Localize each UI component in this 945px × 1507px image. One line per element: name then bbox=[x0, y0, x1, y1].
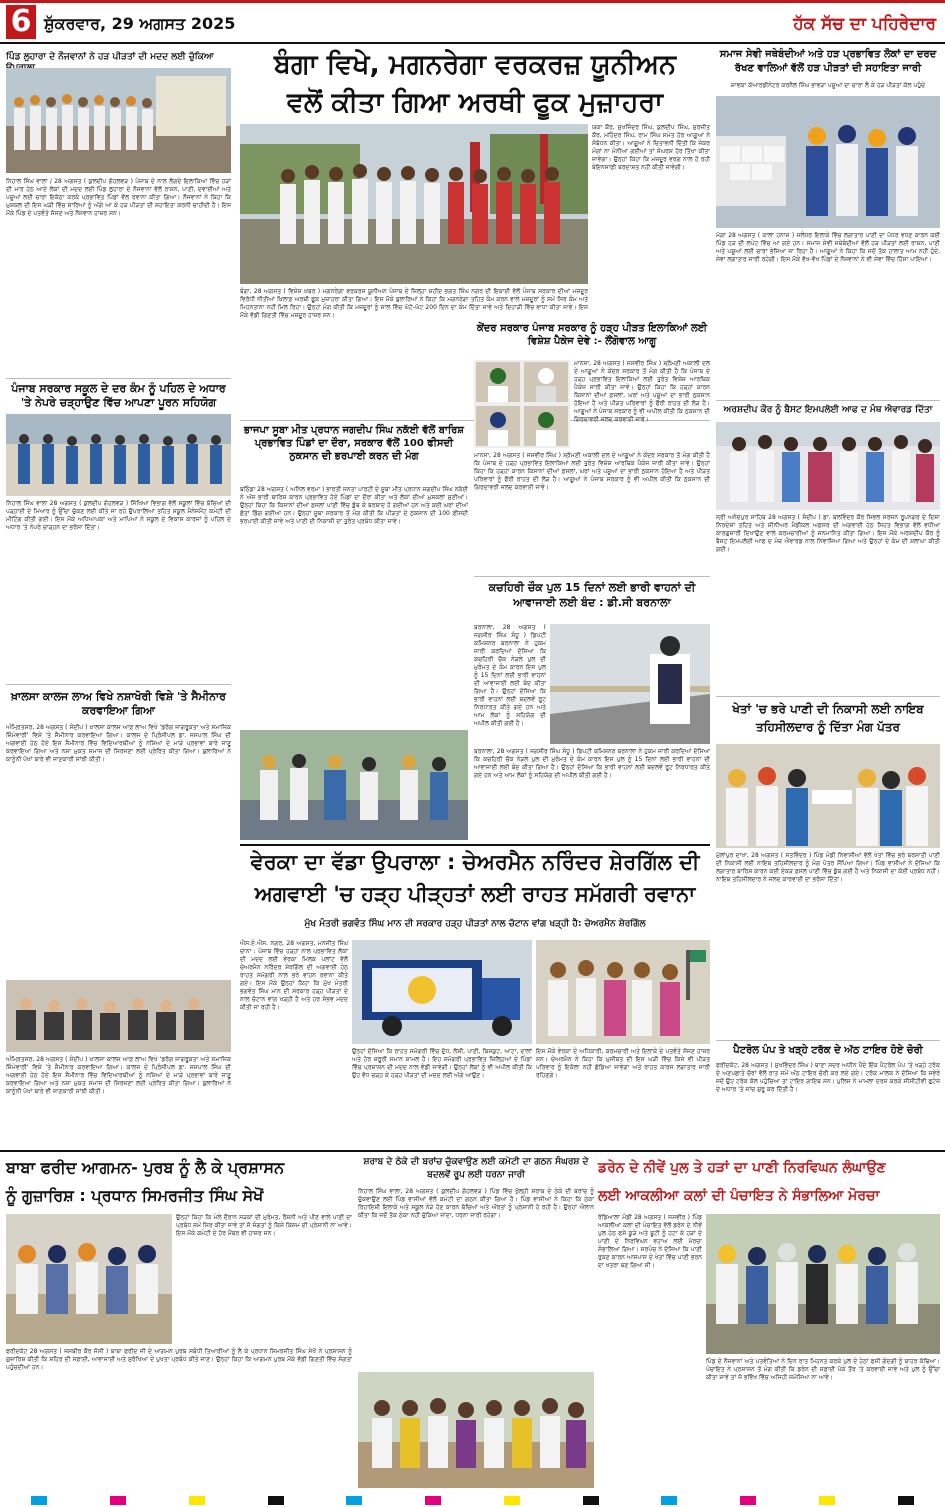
group-photo-image bbox=[6, 68, 231, 173]
color-registration-bar bbox=[0, 1494, 945, 1507]
article-body: ਉਨ੍ਹਾਂ ਕਿਹਾ ਕਿ ਮੇਲੇ ਦੌਰਾਨ ਸੜਕਾਂ ਦੀ ਮੁਰੰਮਤ, ਰੌਸ਼ਨੀ ਅਤੇ ਪੀਣ ਵਾਲੇ ਪਾਣੀ ਦਾ ਪ੍ਰਬੰਧ ਸਮੇਂ ਸਿਰ ਕੀਤਾ ਜਾਵੇ ਤਾਂ ਜੋ ਸੰਗਤਾਂ ਨੂੰ ਕਿਸੇ ਕਿਸਮ ਦੀ ਪ੍ਰੇਸ਼ਾਨੀ ਨਾ ਆਵੇ। ਇਸ ਮੌਕੇ ਕਮੇਟੀ ਦੇ ਹੋਰ ਮੈਂਬਰ ਵੀ ਹਾਜ਼ਰ ਸਨ। bbox=[176, 1214, 352, 1237]
news-photo bbox=[358, 1372, 594, 1488]
school-photo-image bbox=[6, 414, 231, 496]
article-headline: ਡਰੇਨ ਦੇ ਨੀਵੇਂ ਪੁਲ ਤੇ ਹੜਾਂ ਦਾ ਪਾਣੀ ਨਿਰਵਿਘਨ ਲੰਘਾਉਣ bbox=[598, 1160, 886, 1176]
article-headline: ਅਗਵਾਈ 'ਚ ਹੜ੍ਹ ਪੀੜ੍ਹਤਾਂ ਲਈ ਰਾਹਤ ਸਮੱਗਰੀ ਰਵਾਨਾ bbox=[254, 882, 696, 906]
article-headline: ਪੰਜਾਬ ਸਰਕਾਰ ਸਕੂਲ ਦੇ ਦਰ ਕੰਮ ਨੂੰ ਪਹਿਲ ਦੇ ਅਧਾਰ 'ਤੇ ਨੇਪਰੇ ਚੜ੍ਹਾਉਣ ਵਿੱਚ ਆਪਣਾ ਪੂਰਨ ਸਹਿਯੋਗ bbox=[11, 382, 226, 409]
protest-photo-image bbox=[240, 124, 588, 284]
date-line: ਸ਼ੁੱਕਰਵਾਰ, 29 ਅਗਸਤ 2025 bbox=[44, 14, 236, 33]
article-body: ਫਰੀਦਕੋਟ, 28 ਅਗਸਤ ( ਸੁਖਵਿੰਦਰ ਸਿੰਘ ) ਥਾਣਾ ਸਦਰ ਅਧੀਨ ਪੈਂਦੇ ਇੱਕ ਪੈਟਰੋਲ ਪੰਪ 'ਤੇ ਖੜ੍ਹੇ ਟਰੱਕ ਦੇ ਅਣਪਛਾਤੇ ਚੋਰਾਂ ਵੱਲੋਂ ਰਾਤ ਸਮੇਂ ਅੱਠ ਟਾਇਰ ਚੋਰੀ ਕਰ ਲਏ ਗਏ। ਟਰੱਕ ਮਾਲਕ ਨੇ ਦੱਸਿਆ ਕਿ ਸਵੇਰੇ ਜਦੋਂ ਉਹ ਟਰੱਕ ਕੋਲ ਪਹੁੰਚਿਆ ਤਾਂ ਟਾਇਰ ਗਾਇਬ ਸਨ। ਪੁਲਿਸ ਨੇ ਮਾਮਲਾ ਦਰਜ ਕਰਕੇ ਸੀਸੀਟੀਵੀ ਫੁਟੇਜ ਦੇ ਅਧਾਰ 'ਤੇ ਜਾਂਚ ਸ਼ੁਰੂ ਕਰ ਦਿੱਤੀ ਹੈ। bbox=[716, 1062, 940, 1093]
article-headline: ਪਿੰਡ ਲੁਹਾਰਾ ਦੇ ਨੌਜਵਾਨਾਂ ਨੇ ਹੜ ਪੀੜਤਾਂ ਦੀ ਮਦਦ ਲਈ ਚੁੱਕਿਆ bbox=[6, 52, 214, 62]
dharna-photo-image bbox=[358, 1372, 594, 1488]
article-headline: ਖ਼ਾਲਸਾ ਕਾਲਜ ਲਾਅ ਵਿਖੇ ਨਸ਼ਾਖੋਰੀ ਵਿਸ਼ੇ 'ਤੇ ਸੈਮੀਨਾਰ ਕਰਵਾਇਆ ਗਿਆ bbox=[11, 690, 226, 717]
meeting-photo-image bbox=[6, 1214, 172, 1344]
masthead-top-rule bbox=[0, 0, 945, 3]
article-body: ਪਿੰਡ ਦੇ ਨੌਜਵਾਨਾਂ ਅਤੇ ਪਤਵੰਤਿਆਂ ਨੇ ਦਿਨ ਰਾਤ ਮਿਹਨਤ ਕਰਕੇ ਪੁਲ ਦੇ ਹੇਠਾਂ ਫਸੀ ਗੰਦਗੀ ਨੂੰ ਬਾਹਰ ਕੱਢਿਆ। ਪੰਚਾਇਤ ਨੇ ਪ੍ਰਸ਼ਾਸਨ ਤੋਂ ਮੰਗ ਕੀਤੀ ਕਿ ਡਰੇਨ ਦੀ ਸਫ਼ਾਈ ਪੱਕੇ ਤੌਰ 'ਤੇ ਕਰਵਾਈ ਜਾਵੇ ਅਤੇ ਪੁਲ ਨੂੰ ਉੱਚਾ ਕੀਤਾ ਜਾਵੇ ਤਾਂ ਜੋ ਭਵਿੱਖ ਵਿੱਚ ਅਜਿਹੀ ਸਮੱਸਿਆ ਨਾ ਆਵੇ। bbox=[706, 1358, 940, 1381]
page-number: 6 bbox=[6, 5, 36, 39]
article-body: ਬਠਿੰਡਾ 28 ਅਗਸਤ ( ਅਨਿਲ ਵਰਮਾ ) ਭਾਰਤੀ ਜਨਤਾ ਪਾਰਟੀ ਦੇ ਸੂਬਾ ਮੀਤ ਪ੍ਰਧਾਨ ਜਗਦੀਪ ਸਿੰਘ ਨਕੱਈ ਨੇ ਅੱਜ ਭਾਰੀ ਬਾਰਿਸ਼ ਕਾਰਨ ਪ੍ਰਭਾਵਿਤ ਹੋਏ ਪਿੰਡਾਂ ਦਾ ਦੌਰਾ ਕੀਤਾ ਅਤੇ ਲੋਕਾਂ ਦੀਆਂ ਮੁਸ਼ਕਲਾਂ ਸੁਣੀਆਂ। ਉਨ੍ਹਾਂ ਕਿਹਾ ਕਿ ਕਿਸਾਨਾਂ ਦੀਆਂ ਫ਼ਸਲਾਂ ਪਾਣੀ ਵਿੱਚ ਡੁੱਬ ਕੇ ਬਰਬਾਦ ਹੋ ਗਈਆਂ ਹਨ ਅਤੇ ਕਈ ਘਰਾਂ ਦੀਆਂ ਛੱਤਾਂ ਡਿੱਗ ਗਈਆਂ ਹਨ। ਉਨ੍ਹਾਂ ਸੂਬਾ ਸਰਕਾਰ ਤੋਂ ਮੰਗ ਕੀਤੀ ਕਿ ਪੀੜਤਾਂ ਦੇ ਨੁਕਸਾਨ ਦੀ 100 ਫੀਸਦੀ ਭਰਪਾਈ ਕੀਤੀ ਜਾਵੇ ਅਤੇ ਪਾਣੀ ਦੀ ਨਿਕਾਸੀ ਦਾ ਤੁਰੰਤ ਪ੍ਰਬੰਧ ਕੀਤਾ ਜਾਵੇ। bbox=[240, 486, 468, 525]
article-body: ਸ੍ਰੀ ਅਨੰਦਪੁਰ ਸਾਹਿਬ 28 ਅਗਸਤ ( ਸੰਦੀਪ ) ਡਾ. ਬਲਵਿੰਦਰ ਕੌਰ ਸਿਵਲ ਸਰਜਨ ਰੂਪਨਗਰ ਦੇ ਦਿਸ਼ਾ ਨਿਰਦੇਸ਼ਾਂ ਤਹਿਤ ਅਤੇ ਸੀਨੀਅਰ ਮੈਡੀਕਲ ਅਫ਼ਸਰ ਦੀ ਅਗਵਾਈ ਹੇਠ ਸਿਹਤ ਵਿਭਾਗ ਵੱਲੋਂ ਵਧੀਆ ਕਾਰਗੁਜ਼ਾਰੀ ਦਿਖਾਉਣ ਵਾਲੇ ਕਰਮਚਾਰੀਆਂ ਨੂੰ ਸਨਮਾਨਿਤ ਕੀਤਾ ਗਿਆ। ਇਸ ਮੌਕੇ ਅਰਸ਼ਦੀਪ ਕੌਰ ਨੂੰ ਬੈਸਟ ਇਮਪਲੋਈ ਆਫ ਦ ਮੰਥ ਐਵਾਰਡ ਨਾਲ ਨਿਵਾਜਿਆ ਗਿਆ ਅਤੇ ਉਨ੍ਹਾਂ ਦੇ ਕੰਮ ਦੀ ਸ਼ਲਾਘਾ ਕੀਤੀ ਗਈ। bbox=[716, 514, 940, 553]
article-headline: ਕਚਹਿਰੀ ਚੌਕ ਪੁਲ 15 ਦਿਨਾਂ ਲਈ ਭਾਰੀ ਵਾਹਨਾਂ ਦੀ ਆਵਾਜਾਈ ਲਈ ਬੰਦ : ਡੀ.ਸੀ ਬਰਨਾਲਾ bbox=[488, 581, 696, 609]
article-headline: ਲਈ ਆਕਲੀਆ ਕਲਾਂ ਦੀ ਪੰਚਾਇਤ ਨੇ ਸੰਭਾਲਿਆ ਮੋਰਚਾ bbox=[598, 1188, 880, 1204]
article-headline: ਪੈਟਰੋਲ ਪੰਪ ਤੇ ਖੜ੍ਹੇ ਟਰੱਕ ਦੇ ਅੱਠ ਟਾਇਰ ਹੋਏ ਚੋਰੀ bbox=[733, 1045, 923, 1056]
column-divider bbox=[716, 400, 940, 401]
registration-swatch bbox=[31, 1496, 47, 1505]
article-body: ਨਿਹਾਲ ਸਿੰਘ ਵਾਲਾ, 28 ਅਗਸਤ ( ਕੁਲਦੀਪ ਗੋਹਲਵੜ ) ਪਿੰਡ ਵਿੱਚ ਖੁੱਲ੍ਹੀ ਸ਼ਰਾਬ ਦੇ ਠੇਕੇ ਦੀ ਬਰਾਂਚ ਨੂੰ ਚੁੱਕਵਾਉਣ ਲਈ ਪਿੰਡ ਵਾਸੀਆਂ ਵੱਲੋਂ ਕਮੇਟੀ ਦਾ ਗਠਨ ਕੀਤਾ ਗਿਆ ਹੈ। ਪਿੰਡ ਵਾਸੀਆਂ ਨੇ ਕਿਹਾ ਕਿ ਠੇਕਾ ਰਿਹਾਇਸ਼ੀ ਇਲਾਕੇ ਅਤੇ ਸਕੂਲ ਨੇੜੇ ਹੋਣ ਕਾਰਨ ਬੱਚਿਆਂ ਅਤੇ ਔਰਤਾਂ ਨੂੰ ਪ੍ਰੇਸ਼ਾਨੀ ਹੋ ਰਹੀ ਹੈ। ਉਨ੍ਹਾਂ ਐਲਾਨ ਕੀਤਾ ਕਿ ਜਦੋਂ ਤੱਕ ਠੇਕਾ ਨਹੀਂ ਚੁੱਕਿਆ ਜਾਂਦਾ, ਧਰਨਾ ਜਾਰੀ ਰਹੇਗਾ। bbox=[358, 1188, 594, 1219]
visit-photo-image bbox=[240, 730, 468, 840]
lead-photo bbox=[240, 124, 588, 284]
article-headline: ਨੂੰ ਗੁਜ਼ਾਰਿਸ਼ : ਪ੍ਰਧਾਨ ਸਿਮਰਜੀਤ ਸਿੰਘ ਸੇਖੋਂ bbox=[6, 1186, 264, 1205]
section-divider bbox=[0, 1150, 945, 1152]
lead-headline: ਵਲੋਂ ਕੀਤਾ ਗਿਆ ਅਰਥੀ ਫੂਕ ਮੁਜ਼ਾਹਰਾ bbox=[287, 87, 663, 118]
article-body: ਨਿਹਾਲ ਸਿੰਘ ਵਾਲਾ 28 ਅਗਸਤ ( ਕੁਲਦੀਪ ਗੋਹਲਵੜ ) ਸਿੱਖਿਆ ਵਿਭਾਗ ਵੱਲੋਂ ਸਕੂਲਾਂ ਵਿੱਚ ਬੱਚਿਆਂ ਦੀ ਪੜ੍ਹਾਈ ਦੇ ਮਿਆਰ ਨੂੰ ਉੱਚਾ ਚੁੱਕਣ ਲਈ ਕੀਤੇ ਜਾ ਰਹੇ ਉਪਰਾਲਿਆਂ ਤਹਿਤ ਸਕੂਲ ਮੈਨੇਜਮੈਂਟ ਕਮੇਟੀ ਦੀ ਮੀਟਿੰਗ ਕੀਤੀ ਗਈ। ਇਸ ਮੌਕੇ ਅਧਿਆਪਕਾਂ ਅਤੇ ਮਾਪਿਆਂ ਨੇ ਸਕੂਲ ਦੇ ਵਿਕਾਸ ਕਾਰਜਾਂ ਨੂੰ ਪਹਿਲ ਦੇ ਅਧਾਰ 'ਤੇ ਨੇਪਰੇ ਚਾੜ੍ਹਨ ਦਾ ਭਰੋਸਾ ਦਿੱਤਾ। bbox=[6, 500, 231, 531]
news-photo bbox=[6, 980, 231, 1052]
registration-swatch bbox=[268, 1496, 284, 1505]
news-photo bbox=[352, 940, 532, 1044]
article-body: ਫਰੀਦਕੋਟ 28 ਅਗਸਤ ( ਜਸਬੀਰ ਕੌਰ ਜੱਸੀ ) ਬਾਬਾ ਫਰੀਦ ਜੀ ਦੇ ਆਗਮਨ ਪੁਰਬ ਸਬੰਧੀ ਤਿਆਰੀਆਂ ਨੂੰ ਲੈ ਕੇ ਪ੍ਰਧਾਨ ਸਿਮਰਜੀਤ ਸਿੰਘ ਸੇਖੋਂ ਨੇ ਪ੍ਰਸ਼ਾਸਨ ਨੂੰ ਗੁਜ਼ਾਰਿਸ਼ ਕੀਤੀ ਕਿ ਸ਼ਹਿਰ ਦੀ ਸਫ਼ਾਈ, ਆਵਾਜਾਈ ਅਤੇ ਸੁਰੱਖਿਆ ਦੇ ਪੁਖਤਾ ਪ੍ਰਬੰਧ ਕੀਤੇ ਜਾਣ। ਉਨ੍ਹਾਂ ਕਿਹਾ ਕਿ ਆਗਮਨ ਪੁਰਬ ਮੌਕੇ ਵੱਡੀ ਗਿਣਤੀ ਵਿੱਚ ਸੰਗਤਾਂ ਪਹੁੰਚਦੀਆਂ ਹਨ। bbox=[6, 1348, 352, 1371]
article-headline: ਵੇਰਕਾ ਦਾ ਵੱਡਾ ਉਪਰਾਲਾ : ਚੇਅਰਮੈਨ ਨਰਿੰਦਰ ਸ਼ੇਰਗਿੱਲ ਦੀ bbox=[250, 850, 700, 874]
brand-logo bbox=[756, 8, 940, 38]
article-body-continued: ਅੰਮ੍ਰਿਤਸਰ, 28 ਅਗਸਤ ( ਸੰਦੀਪ ) ਖ਼ਾਲਸਾ ਕਾਲਜ ਆਫ਼ ਲਾਅ ਵਿਖੇ 'ਡਰੱਗ ਜਾਗਰੂਕਤਾ ਅਤੇ ਸਮਾਜਿਕ ਜ਼ਿੰਮੇਵਾਰੀ' ਵਿਸ਼ੇ 'ਤੇ ਸੈਮੀਨਾਰ ਕਰਵਾਇਆ ਗਿਆ। ਕਾਲਜ ਦੇ ਪ੍ਰਿੰਸੀਪਲ ਡਾ. ਜਸਪਾਲ ਸਿੰਘ ਦੀ ਅਗਵਾਈ ਹੇਠ ਹੋਏ ਇਸ ਸੈਮੀਨਾਰ ਵਿੱਚ ਵਿਦਿਆਰਥੀਆਂ ਨੂੰ ਨਸ਼ਿਆਂ ਦੇ ਮਾੜੇ ਪ੍ਰਭਾਵਾਂ ਬਾਰੇ ਜਾਣੂ ਕਰਵਾਇਆ ਗਿਆ ਅਤੇ ਨਸ਼ਾ ਮੁਕਤ ਸਮਾਜ ਦੀ ਸਿਰਜਣਾ ਲਈ ਪ੍ਰੇਰਿਤ ਕੀਤਾ ਗਿਆ। ਬੁਲਾਰਿਆਂ ਨੇ ਕਾਨੂੰਨੀ ਪੱਖਾਂ ਬਾਰੇ ਵੀ ਜਾਣਕਾਰੀ ਸਾਂਝੀ ਕੀਤੀ। bbox=[6, 1056, 231, 1095]
flag-off-image bbox=[536, 940, 710, 1044]
bridge-photo-image bbox=[550, 624, 710, 744]
lead-body: ਯਕਾ ਕੌਰ, ਸੁਖਜਿੰਦਰ ਸਿੰਘ, ਕੁਲਦੀਪ ਸਿੰਘ, ਸੁਰਜੀਤ ਕੌਰ, ਮਹਿੰਦਰ ਸਿੰਘ, ਰਾਮ ਸਿੰਘ ਸਮੇਤ ਹੋਰ ਆਗੂਆਂ ਨੇ ਸੰਬੋਧਨ ਕੀਤਾ। ਆਗੂਆਂ ਨੇ ਚਿਤਾਵਨੀ ਦਿੱਤੀ ਕਿ ਜੇਕਰ ਮੰਗਾਂ ਨਾ ਮੰਨੀਆਂ ਗਈਆਂ ਤਾਂ ਸੰਘਰਸ਼ ਹੋਰ ਤਿੱਖਾ ਕੀਤਾ ਜਾਵੇਗਾ। ਉਨ੍ਹਾਂ ਕਿਹਾ ਕਿ ਮਜ਼ਦੂਰ ਵਰਗ ਨਾਲ ਹੋ ਰਹੀ ਬੇਇਨਸਾਫ਼ੀ ਬਰਦਾਸ਼ਤ ਨਹੀਂ ਕੀਤੀ ਜਾਵੇਗੀ। bbox=[592, 124, 710, 171]
brand-title: ਹੱਕ ਸੱਚ ਦਾ ਪਹਿਰੇਦਾਰ bbox=[793, 14, 936, 34]
news-photo bbox=[716, 96, 940, 228]
registration-swatch bbox=[110, 1496, 126, 1505]
article-headline: ਸਮਾਜ ਸੇਵੀ ਜਥੇਬੰਦੀਆਂ ਅਤੇ ਹੜ ਪ੍ਰਭਾਵਿਤ ਲੋਕਾਂ ਦਾ ਦਰਦ ਰੱਖਣ ਵਾਲਿਆਂ ਵੱਲੋਂ ਹੜ ਪੀੜਤਾਂ ਦੀ ਸਹਾਇਤਾ ਜਾਰੀ bbox=[719, 49, 937, 74]
seminar-photo-image bbox=[6, 980, 231, 1052]
relief-supply-image bbox=[716, 96, 940, 228]
news-photo bbox=[6, 414, 231, 496]
article-body: ਮੁੱਲਾਂਪੁਰ ਦਾਖਾ, 28 ਅਗਸਤ ( ਸਤਵਿੰਦਰ ) ਪਿੰਡ ਮੰਡੀ ਨਿਵਾਸੀਆਂ ਵੱਲੋਂ ਖੇਤਾਂ ਵਿੱਚ ਭਰੇ ਬਰਸਾਤੀ ਪਾਣੀ ਦੀ ਨਿਕਾਸੀ ਲਈ ਨਾਇਬ ਤਹਿਸੀਲਦਾਰ ਨੂੰ ਮੰਗ ਪੱਤਰ ਸੌਂਪਿਆ ਗਿਆ। ਪਿੰਡ ਵਾਸੀਆਂ ਨੇ ਦੱਸਿਆ ਕਿ ਲਗਾਤਾਰ ਬਾਰਿਸ਼ ਕਾਰਨ ਕਈ ਏਕੜ ਫ਼ਸਲ ਪਾਣੀ ਵਿੱਚ ਡੁੱਬ ਗਈ ਹੈ ਅਤੇ ਨਿਕਾਸੀ ਦਾ ਕੋਈ ਪ੍ਰਬੰਧ ਨਹੀਂ। ਨਾਇਬ ਤਹਿਸੀਲਦਾਰ ਨੇ ਜਲਦ ਕਾਰਵਾਈ ਦਾ ਭਰੋਸਾ ਦਿੱਤਾ। bbox=[716, 852, 940, 883]
registration-swatch bbox=[819, 1496, 835, 1505]
memorandum-photo-image bbox=[716, 744, 940, 848]
article-headline: ਭਾਜਪਾ ਸੂਬਾ ਮੀਤ ਪ੍ਰਧਾਨ ਜਗਦੀਪ ਸਿੰਘ ਨਕੱਈ ਵੱਲੋਂ ਬਾਰਿਸ਼ ਪ੍ਰਭਾਵਿਤ ਪਿੰਡਾਂ ਦਾ ਦੌਰਾ, ਸਰਕਾਰ ਵੱਲੋਂ 100 ਫੀਸਦੀ ਨੁਕਸਾਨ ਦੀ ਭਰਪਾਈ ਕਰਨ ਦੀ ਮੰਗ bbox=[244, 425, 464, 462]
news-photo bbox=[6, 1214, 172, 1344]
article-body: ਨਿਹਾਲ ਸਿੰਘ ਵਾਲਾ / 28 ਅਗਸਤ ( ਕੁਲਦੀਪ ਗੋਹਲਵੜ ) ਪੰਜਾਬ ਦੇ ਨਾਲ ਲੱਗਦੇ ਇਲਾਕਿਆਂ ਵਿੱਚ ਹੜਾਂ ਦੀ ਮਾਰ ਹੇਠ ਆਏ ਲੋਕਾਂ ਦੀ ਮਦਦ ਲਈ ਪਿੰਡ ਲੁਹਾਰਾ ਦੇ ਨੌਜਵਾਨਾਂ ਵੱਲੋਂ ਰਾਸ਼ਨ, ਪਾਣੀ, ਦਵਾਈਆਂ ਅਤੇ ਪਸ਼ੂਆਂ ਲਈ ਚਾਰਾ ਇਕੱਠਾ ਕਰਕੇ ਪ੍ਰਭਾਵਿਤ ਪਿੰਡਾਂ ਵੱਲ ਰਵਾਨਾ ਕੀਤਾ ਗਿਆ। ਨੌਜਵਾਨਾਂ ਨੇ ਕਿਹਾ ਕਿ ਮੁਸ਼ਕਲ ਦੀ ਇਸ ਘੜੀ ਵਿੱਚ ਸਾਰਿਆਂ ਨੂੰ ਅੱਗੇ ਆ ਕੇ ਹੜ ਪੀੜਤਾਂ ਦੀ ਸਹਾਇਤਾ ਕਰਨੀ ਚਾਹੀਦੀ ਹੈ। ਇਸ ਮੌਕੇ ਪਿੰਡ ਦੇ ਪਤਵੰਤੇ ਸੱਜਣ ਅਤੇ ਨੌਜਵਾਨ ਹਾਜ਼ਰ ਸਨ। bbox=[6, 178, 231, 217]
article-headline: ਸ਼ਰਾਬ ਦੇ ਠੇਕੇ ਦੀ ਬਰਾਂਚ ਚੁੱਕਵਾਉਣ ਲਈ ਕਮੇਟੀ ਦਾ ਗਠਨ ਸੰਘਰਸ਼ ਦੇ ਬਦਲਵੇਂ ਰੂਪ ਲਈ ਧਰਨਾ ਜਾਰੀ bbox=[363, 1157, 589, 1180]
portraits-image bbox=[474, 360, 570, 448]
column-divider bbox=[6, 684, 231, 685]
article-headline: ਅਰਸ਼ਦੀਪ ਕੌਰ ਨੂੰ ਬੈਸਟ ਇਮਪਲੋਈ ਆਫ ਦ ਮੰਥ ਐਵਾਰਡ ਦਿੱਤਾ bbox=[723, 405, 933, 415]
column-divider bbox=[474, 576, 710, 577]
news-photo bbox=[6, 68, 231, 173]
news-photo bbox=[536, 940, 710, 1044]
article-body: ਮੋਗਾ 28 ਅਗਸਤ ( ਕਾਲਾ ਹਨਾਸ ) ਜਲੰਧਰ ਇਲਾਕੇ ਵਿੱਚ ਲਗਾਤਾਰ ਪਾਣੀ ਦਾ ਪੱਧਰ ਵਧਣ ਕਾਰਨ ਕਈ ਪਿੰਡ ਹੜ ਦੀ ਲਪੇਟ ਵਿੱਚ ਆ ਗਏ ਹਨ। ਸਮਾਜ ਸੇਵੀ ਜਥੇਬੰਦੀਆਂ ਵੱਲੋਂ ਹੜ ਪੀੜਤਾਂ ਲਈ ਰਾਸ਼ਨ, ਪਾਣੀ ਅਤੇ ਪਸ਼ੂਆਂ ਲਈ ਚਾਰਾ ਭੇਜਿਆ ਜਾ ਰਿਹਾ ਹੈ। ਆਗੂਆਂ ਨੇ ਕਿਹਾ ਕਿ ਜਦੋਂ ਤੱਕ ਹਾਲਾਤ ਆਮ ਨਹੀਂ ਹੁੰਦੇ, ਸੇਵਾ ਲਗਾਤਾਰ ਜਾਰੀ ਰਹੇਗੀ। ਇਸ ਮੌਕੇ ਵੱਖ-ਵੱਖ ਪਿੰਡਾਂ ਦੇ ਨੌਜਵਾਨਾਂ ਨੇ ਵੀ ਸੇਵਾ ਵਿੱਚ ਹਿੱਸਾ ਪਾਇਆ। bbox=[716, 232, 940, 263]
registration-swatch bbox=[425, 1496, 441, 1505]
article-body-continued: ਬਰਨਾਲਾ, 28 ਅਗਸਤ ( ਜਗਸੀਰ ਸਿੰਘ ਸੰਧੂ ) ਡਿਪਟੀ ਕਮਿਸ਼ਨਰ ਬਰਨਾਲਾ ਨੇ ਹੁਕਮ ਜਾਰੀ ਕਰਦਿਆਂ ਦੱਸਿਆ ਕਿ ਕਚਹਿਰੀ ਚੌਕ ਨੇੜਲੇ ਪੁਲ ਦੀ ਮੁਰੰਮਤ ਦੇ ਕੰਮ ਕਾਰਨ ਇਸ ਪੁਲ ਨੂੰ 15 ਦਿਨਾਂ ਲਈ ਭਾਰੀ ਵਾਹਨਾਂ ਦੀ ਆਵਾਜਾਈ ਲਈ ਬੰਦ ਕੀਤਾ ਗਿਆ ਹੈ। ਉਨ੍ਹਾਂ ਦੱਸਿਆ ਕਿ ਭਾਰੀ ਵਾਹਨਾਂ ਲਈ ਬਦਲਵੇਂ ਰੂਟ ਨਿਰਧਾਰਤ ਕੀਤੇ ਗਏ ਹਨ ਅਤੇ ਆਮ ਲੋਕਾਂ ਨੂੰ ਸਹਿਯੋਗ ਦੀ ਅਪੀਲ ਕੀਤੀ ਗਈ ਹੈ। bbox=[474, 748, 710, 779]
section-divider bbox=[240, 844, 710, 846]
article-body: ਅੰਮ੍ਰਿਤਸਰ, 28 ਅਗਸਤ ( ਸੰਦੀਪ ) ਖ਼ਾਲਸਾ ਕਾਲਜ ਆਫ਼ ਲਾਅ ਵਿਖੇ 'ਡਰੱਗ ਜਾਗਰੂਕਤਾ ਅਤੇ ਸਮਾਜਿਕ ਜ਼ਿੰਮੇਵਾਰੀ' ਵਿਸ਼ੇ 'ਤੇ ਸੈਮੀਨਾਰ ਕਰਵਾਇਆ ਗਿਆ। ਕਾਲਜ ਦੇ ਪ੍ਰਿੰਸੀਪਲ ਡਾ. ਜਸਪਾਲ ਸਿੰਘ ਦੀ ਅਗਵਾਈ ਹੇਠ ਹੋਏ ਇਸ ਸੈਮੀਨਾਰ ਵਿੱਚ ਵਿਦਿਆਰਥੀਆਂ ਨੂੰ ਨਸ਼ਿਆਂ ਦੇ ਮਾੜੇ ਪ੍ਰਭਾਵਾਂ ਬਾਰੇ ਜਾਣੂ ਕਰਵਾਇਆ ਗਿਆ ਅਤੇ ਨਸ਼ਾ ਮੁਕਤ ਸਮਾਜ ਦੀ ਸਿਰਜਣਾ ਲਈ ਪ੍ਰੇਰਿਤ ਕੀਤਾ ਗਿਆ। ਬੁਲਾਰਿਆਂ ਨੇ ਕਾਨੂੰਨੀ ਪੱਖਾਂ ਬਾਰੇ ਵੀ ਜਾਣਕਾਰੀ ਸਾਂਝੀ ਕੀਤੀ। bbox=[6, 724, 231, 763]
lead-body: ਬੰਗਾ, 28 ਅਗਸਤ ( ਵਿਸ਼ੇਸ਼ ਖ਼ਬਰ ) ਮਗਨਰੇਗਾ ਵਰਕਰਜ਼ ਯੂਨੀਅਨ ਪੰਜਾਬ ਦੇ ਜ਼ਿਲ੍ਹਾ ਸ਼ਹੀਦ ਭਗਤ ਸਿੰਘ ਨਗਰ ਦੀ ਇਕਾਈ ਵੱਲੋਂ ਪੰਜਾਬ ਸਰਕਾਰ ਦੀਆਂ ਮਜ਼ਦੂਰ ਵਿਰੋਧੀ ਨੀਤੀਆਂ ਖ਼ਿਲਾਫ਼ ਅਰਥੀ ਫੂਕ ਮੁਜ਼ਾਹਰਾ ਕੀਤਾ ਗਿਆ। ਇਸ ਮੌਕੇ ਬੁਲਾਰਿਆਂ ਨੇ ਕਿਹਾ ਕਿ ਮਗਨਰੇਗਾ ਤਹਿਤ ਕੰਮ ਕਰਨ ਵਾਲੇ ਮਜ਼ਦੂਰਾਂ ਨੂੰ ਸਮੇਂ ਸਿਰ ਕੰਮ ਅਤੇ ਮਿਹਨਤਾਨਾ ਨਹੀਂ ਮਿਲ ਰਿਹਾ। ਉਨ੍ਹਾਂ ਮੰਗ ਕੀਤੀ ਕਿ ਮਜ਼ਦੂਰਾਂ ਨੂੰ ਸਾਲ ਵਿੱਚ ਘੱਟੋ-ਘੱਟ 200 ਦਿਨ ਦਾ ਕੰਮ ਦਿੱਤਾ ਜਾਵੇ ਅਤੇ ਦਿਹਾੜੀ ਵਿੱਚ ਵਾਧਾ ਕੀਤਾ ਜਾਵੇ। ਇਸ ਮੌਕੇ ਵੱਡੀ ਗਿਣਤੀ ਵਿੱਚ ਮਜ਼ਦੂਰ ਹਾਜ਼ਰ ਸਨ। bbox=[240, 288, 588, 319]
article-body: ਐਸ.ਏ.ਐਸ. ਨਗਰ, 28 ਅਗਸਤ, ਮਨਜੀਤ ਸਿੰਘ ਚਾਨਾ : ਪੰਜਾਬ ਵਿੱਚ ਹੜ੍ਹਾਂ ਨਾਲ ਪ੍ਰਭਾਵਿਤ ਲੋਕਾਂ ਦੀ ਮਦਦ ਲਈ ਵੇਰਕਾ ਮਿਲਕ ਪਲਾਂਟ ਵੱਲੋਂ ਚੇਅਰਮੈਨ ਨਰਿੰਦਰ ਸ਼ੇਰਗਿੱਲ ਦੀ ਅਗਵਾਈ ਹੇਠ ਰਾਹਤ ਸਮੱਗਰੀ ਨਾਲ ਭਰੇ ਵਾਹਨ ਰਵਾਨਾ ਕੀਤੇ ਗਏ। ਇਸ ਮੌਕੇ ਉਨ੍ਹਾਂ ਕਿਹਾ ਕਿ ਮੁੱਖ ਮੰਤਰੀ ਭਗਵੰਤ ਸਿੰਘ ਮਾਨ ਦੀ ਸਰਕਾਰ ਹੜ੍ਹ ਪੀੜਤਾਂ ਦੇ ਨਾਲ ਚੱਟਾਨ ਵਾਂਗ ਖੜ੍ਹੀ ਹੈ ਅਤੇ ਹਰ ਸੰਭਵ ਮਦਦ ਕੀਤੀ ਜਾ ਰਹੀ ਹੈ। bbox=[240, 940, 348, 1011]
news-photo bbox=[716, 422, 940, 510]
article-headline: ਕੇਂਦਰ ਸਰਕਾਰ ਪੰਜਾਬ ਸਰਕਾਰ ਨੂੰ ਹੜ੍ਹ ਪੀੜਤ ਇਲਾਕਿਆਂ ਲਈ ਵਿਸ਼ੇਸ਼ ਪੈਕੇਜ ਦੇਵੇ :- ਲੌਂਗੋਵਾਲ ਆਗੂ bbox=[476, 323, 708, 347]
article-body: ਇਸ ਮੌਕੇ ਵੇਰਕਾ ਦੇ ਅਧਿਕਾਰੀ, ਕਰਮਚਾਰੀ ਅਤੇ ਇਲਾਕੇ ਦੇ ਪਤਵੰਤੇ ਸੱਜਣ ਹਾਜ਼ਰ ਸਨ। ਚੇਅਰਮੈਨ ਨੇ ਕਿਹਾ ਕਿ ਮੁਸੀਬਤ ਦੀ ਇਸ ਘੜੀ ਵਿੱਚ ਕਿਸੇ ਵੀ ਪੀੜਤ ਪਰਿਵਾਰ ਨੂੰ ਇਕੱਲਾ ਨਹੀਂ ਛੱਡਿਆ ਜਾਵੇਗਾ ਅਤੇ ਰਾਹਤ ਕਾਰਜ ਲਗਾਤਾਰ ਜਾਰੀ ਰਹਿਣਗੇ। bbox=[536, 1048, 710, 1079]
registration-swatch bbox=[898, 1496, 914, 1505]
photo-caption: ਸ਼ਾਵਕਾ ਕੋਆਰਡੀਨੇਟਰ ਕਰਨੈਲ ਸਿੰਘ ਭਾਵੜਾ ਪਸ਼ੂਆਂ ਦਾ ਚਾਰਾ ਲੈ ਕੇ ਹੜ ਪੀੜਤਾਂ ਕੋਲ ਪਹੁੰਚੇ bbox=[730, 82, 926, 89]
news-photo bbox=[550, 624, 710, 744]
panchayat-photo-image bbox=[706, 1214, 940, 1354]
news-photo bbox=[716, 744, 940, 848]
masthead-rule bbox=[0, 42, 945, 44]
registration-swatch bbox=[346, 1496, 362, 1505]
registration-swatch bbox=[661, 1496, 677, 1505]
news-photo bbox=[240, 730, 468, 840]
news-photo bbox=[474, 360, 570, 448]
column-divider bbox=[716, 696, 940, 697]
article-body: ਬਰਨਾਲਾ, 28 ਅਗਸਤ ( ਜਗਸੀਰ ਸਿੰਘ ਸੰਧੂ ) ਡਿਪਟੀ ਕਮਿਸ਼ਨਰ ਬਰਨਾਲਾ ਨੇ ਹੁਕਮ ਜਾਰੀ ਕਰਦਿਆਂ ਦੱਸਿਆ ਕਿ ਕਚਹਿਰੀ ਚੌਕ ਨੇੜਲੇ ਪੁਲ ਦੀ ਮੁਰੰਮਤ ਦੇ ਕੰਮ ਕਾਰਨ ਇਸ ਪੁਲ ਨੂੰ 15 ਦਿਨਾਂ ਲਈ ਭਾਰੀ ਵਾਹਨਾਂ ਦੀ ਆਵਾਜਾਈ ਲਈ ਬੰਦ ਕੀਤਾ ਗਿਆ ਹੈ। ਉਨ੍ਹਾਂ ਦੱਸਿਆ ਕਿ ਭਾਰੀ ਵਾਹਨਾਂ ਲਈ ਬਦਲਵੇਂ ਰੂਟ ਨਿਰਧਾਰਤ ਕੀਤੇ ਗਏ ਹਨ ਅਤੇ ਆਮ ਲੋਕਾਂ ਨੂੰ ਸਹਿਯੋਗ ਦੀ ਅਪੀਲ ਕੀਤੀ ਗਈ ਹੈ। bbox=[474, 624, 546, 727]
registration-swatch bbox=[740, 1496, 756, 1505]
lead-headline: ਬੰਗਾ ਵਿਖੇ, ਮਗਨਰੇਗਾ ਵਰਕਰਜ਼ ਯੂਨੀਅਨ bbox=[274, 49, 676, 80]
article-body: ਰੋਡਿਆਲਾ ਮੰਡੀ 28 ਅਗਸਤ ( ਜਸਵੀਰ ) ਪਿੰਡ ਆਕਲੀਆ ਕਲਾਂ ਦੀ ਪੰਚਾਇਤ ਵੱਲੋਂ ਡਰੇਨ ਦੇ ਨੀਵੇਂ ਪੁਲ ਹੇਠ ਫਸੇ ਕੂੜੇ ਅਤੇ ਬੂਟੀ ਨੂੰ ਹਟਾ ਕੇ ਹੜਾਂ ਦੇ ਪਾਣੀ ਦੇ ਨਿਰਵਿਘਨ ਵਹਾਅ ਲਈ ਮੋਰਚਾ ਸੰਭਾਲਿਆ ਗਿਆ। ਸਰਪੰਚ ਨੇ ਦੱਸਿਆ ਕਿ ਪਾਣੀ ਰੁਕਣ ਕਾਰਨ ਆਸਪਾਸ ਦੇ ਖੇਤਾਂ ਵਿੱਚ ਪਾਣੀ ਭਰਨ ਦਾ ਖਤਰਾ ਬਣ ਗਿਆ ਸੀ। bbox=[598, 1214, 702, 1269]
article-headline: ਬਾਬਾ ਫਰੀਦ ਆਗਮਨ- ਪੁਰਬ ਨੂੰ ਲੈ ਕੇ ਪ੍ਰਸ਼ਾਸਨ bbox=[6, 1158, 285, 1177]
column-divider bbox=[716, 1040, 940, 1041]
registration-swatch bbox=[583, 1496, 599, 1505]
article-body-continued: ਮਾਨਸਾ, 28 ਅਗਸਤ ( ਜਸਵੀਰ ਸਿੰਘ ) ਸ਼੍ਰੋਮਣੀ ਅਕਾਲੀ ਦਲ ਦੇ ਆਗੂਆਂ ਨੇ ਕੇਂਦਰ ਸਰਕਾਰ ਤੋਂ ਮੰਗ ਕੀਤੀ ਹੈ ਕਿ ਪੰਜਾਬ ਦੇ ਹੜ੍ਹ ਪ੍ਰਭਾਵਿਤ ਇਲਾਕਿਆਂ ਲਈ ਤੁਰੰਤ ਵਿਸ਼ੇਸ਼ ਆਰਥਿਕ ਪੈਕੇਜ ਜਾਰੀ ਕੀਤਾ ਜਾਵੇ। ਉਨ੍ਹਾਂ ਕਿਹਾ ਕਿ ਹੜ੍ਹਾਂ ਕਾਰਨ ਕਿਸਾਨਾਂ ਦੀਆਂ ਫ਼ਸਲਾਂ, ਘਰਾਂ ਅਤੇ ਪਸ਼ੂਆਂ ਦਾ ਭਾਰੀ ਨੁਕਸਾਨ ਹੋਇਆ ਹੈ ਅਤੇ ਪੀੜਤ ਪਰਿਵਾਰਾਂ ਨੂੰ ਫੌਰੀ ਰਾਹਤ ਦੀ ਲੋੜ ਹੈ। ਆਗੂਆਂ ਨੇ ਪੰਜਾਬ ਸਰਕਾਰ ਨੂੰ ਵੀ ਅਪੀਲ ਕੀਤੀ ਕਿ ਨੁਕਸਾਨ ਦੀ ਗਿਰਦਾਵਰੀ ਜਲਦ ਕਰਵਾਈ ਜਾਵੇ। bbox=[474, 452, 710, 491]
award-photo-image bbox=[716, 422, 940, 510]
registration-swatch bbox=[189, 1496, 205, 1505]
article-body: ਉਨ੍ਹਾਂ ਦੱਸਿਆ ਕਿ ਰਾਹਤ ਸਮੱਗਰੀ ਵਿੱਚ ਦੁੱਧ, ਲੱਸੀ, ਪਾਣੀ, ਬਿਸਕੁਟ, ਆਟਾ, ਦਾਲਾਂ ਅਤੇ ਹੋਰ ਜ਼ਰੂਰੀ ਸਮਾਨ ਸ਼ਾਮਲ ਹੈ। ਇਹ ਸਮੱਗਰੀ ਪ੍ਰਭਾਵਿਤ ਜ਼ਿਲ੍ਹਿਆਂ ਦੇ ਪਿੰਡਾਂ ਵਿੱਚ ਪ੍ਰਸ਼ਾਸਨ ਦੀ ਮਦਦ ਨਾਲ ਵੰਡੀ ਜਾਵੇਗੀ। ਉਨ੍ਹਾਂ ਲੋਕਾਂ ਨੂੰ ਵੀ ਅਪੀਲ ਕੀਤੀ ਕਿ ਉਹ ਵੱਧ ਚੜ੍ਹ ਕੇ ਹੜ੍ਹ ਪੀੜਤਾਂ ਦੀ ਮਦਦ ਲਈ ਅੱਗੇ ਆਉਣ। bbox=[352, 1048, 532, 1079]
column-divider bbox=[6, 378, 231, 379]
article-subhead: ਮੁੱਖ ਮੰਤਰੀ ਭਗਵੰਤ ਸਿੰਘ ਮਾਨ ਦੀ ਸਰਕਾਰ ਹੜ੍ਹ ਪੀੜਤਾਂ ਨਾਲ ਚੱਟਾਨ ਵਾਂਗ ਖੜ੍ਹੀ ਹੈ: ਚੇਅਰਮੈਨ ਸ਼ੇਰਗਿੱਲ bbox=[304, 919, 646, 929]
article-body: ਮਾਨਸਾ, 28 ਅਗਸਤ ( ਜਸਵੀਰ ਸਿੰਘ ) ਸ਼੍ਰੋਮਣੀ ਅਕਾਲੀ ਦਲ ਦੇ ਆਗੂਆਂ ਨੇ ਕੇਂਦਰ ਸਰਕਾਰ ਤੋਂ ਮੰਗ ਕੀਤੀ ਹੈ ਕਿ ਪੰਜਾਬ ਦੇ ਹੜ੍ਹ ਪ੍ਰਭਾਵਿਤ ਇਲਾਕਿਆਂ ਲਈ ਤੁਰੰਤ ਵਿਸ਼ੇਸ਼ ਆਰਥਿਕ ਪੈਕੇਜ ਜਾਰੀ ਕੀਤਾ ਜਾਵੇ। ਉਨ੍ਹਾਂ ਕਿਹਾ ਕਿ ਹੜ੍ਹਾਂ ਕਾਰਨ ਕਿਸਾਨਾਂ ਦੀਆਂ ਫ਼ਸਲਾਂ, ਘਰਾਂ ਅਤੇ ਪਸ਼ੂਆਂ ਦਾ ਭਾਰੀ ਨੁਕਸਾਨ ਹੋਇਆ ਹੈ ਅਤੇ ਪੀੜਤ ਪਰਿਵਾਰਾਂ ਨੂੰ ਫੌਰੀ ਰਾਹਤ ਦੀ ਲੋੜ ਹੈ। ਆਗੂਆਂ ਨੇ ਪੰਜਾਬ ਸਰਕਾਰ ਨੂੰ ਵੀ ਅਪੀਲ ਕੀਤੀ ਕਿ ਨੁਕਸਾਨ ਦੀ ਗਿਰਦਾਵਰੀ ਜਲਦ ਕਰਵਾਈ ਜਾਵੇ। bbox=[574, 360, 710, 423]
registration-swatch bbox=[504, 1496, 520, 1505]
relief-truck-image bbox=[352, 940, 532, 1044]
article-headline: ਖੇਤਾਂ 'ਚ ਭਰੇ ਪਾਣੀ ਦੀ ਨਿਕਾਸੀ ਲਈ ਨਾਇਬ ਤਹਿਸੀਲਦਾਰ ਨੂੰ ਦਿੱਤਾ ਮੰਗ ਪੱਤਰ bbox=[732, 702, 924, 734]
news-photo bbox=[706, 1214, 940, 1354]
